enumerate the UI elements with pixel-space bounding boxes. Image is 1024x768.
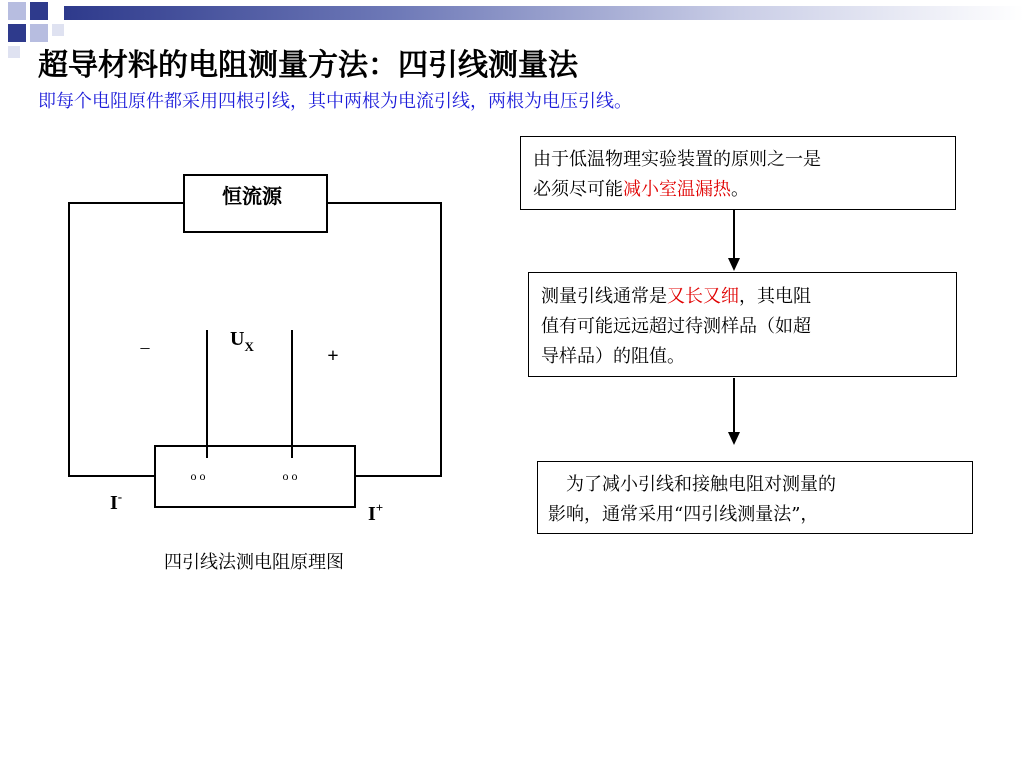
voltage-label: $U_X$: [230, 328, 254, 354]
circuit-wire-right: [327, 203, 441, 476]
flow-arrow-1-head: [728, 258, 740, 271]
flow-box-2-line2: 值有可能远远超过待测样品（如超: [541, 316, 811, 337]
slide-title: 超导材料的电阻测量方法：四引线测量法: [38, 48, 578, 83]
flow-box-2-line1: 测量引线通常是又长又细，其电阻: [541, 286, 811, 307]
sample-box: [155, 446, 355, 507]
flow-box-1-line2: 必须尽可能减小室温漏热。: [533, 179, 749, 200]
minus-sign: –: [140, 337, 150, 357]
flow-box-1-line1: 由于低温物理实验装置的原则之一是: [533, 149, 821, 170]
current-source-label: 恒流源: [222, 184, 282, 208]
highlight-text: 又长又细: [667, 286, 739, 307]
flow-box-2-line3: 导样品）的阻值。: [541, 346, 685, 367]
plus-sign: +: [327, 345, 339, 367]
flow-box-1: [520, 136, 956, 210]
diagram-caption: 四引线法测电阻原理图: [164, 552, 344, 573]
flow-box-3-line1: 为了减小引线和接触电阻对测量的: [566, 474, 836, 495]
terminals-right: o o: [282, 469, 298, 483]
highlight-text: 减小室温漏热: [623, 179, 731, 200]
flow-box-2: [528, 272, 957, 377]
flow-box-3-line2: 影响，通常采用“四引线测量法”，: [548, 504, 819, 525]
slide-subtitle: 即每个电阻原件都采用四根引线，其中两根为电流引线，两根为电压引线。: [38, 91, 632, 112]
circuit-wire-left: [69, 203, 184, 476]
flow-arrow-2-head: [728, 432, 740, 445]
current-minus-label: I-: [110, 489, 123, 514]
flow-box-3: [537, 461, 973, 534]
terminals-left: o o: [190, 469, 206, 483]
current-plus-label: I+: [368, 500, 384, 525]
